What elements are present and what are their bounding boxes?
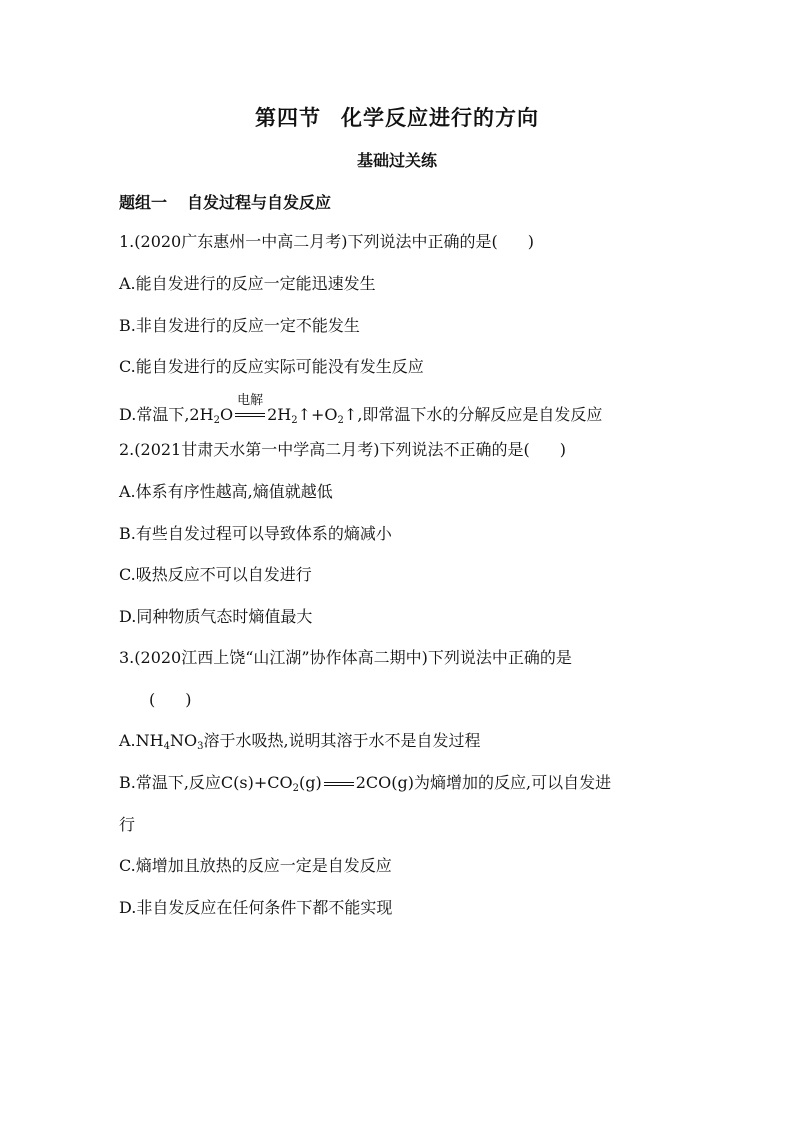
question-1-option-d: D.常温下$,2H_2O$ 电解 $2H_2↑+O_2↑$,即常温下水的分解反应是自发反应	[119, 393, 603, 426]
question-3-option-c: C.熵增加且放热的反应一定是自发反应	[119, 856, 392, 875]
question-1-option-b: B.非自发进行的反应一定不能发生	[119, 316, 360, 335]
reaction-condition: 电解	[237, 393, 264, 408]
question-2-stem: 2.(2021甘肃天水第一中学高二月考)下列说法不正确的是( )	[119, 440, 566, 459]
question-3-option-b: B.常温下,反应$C(s)+CO_2(g)$ 2CO(g)为熵增加的反应,可以自发进	[119, 773, 612, 794]
question-3-option-a: $A.NH_4NO_3$溶于水吸热,说明其溶于水不是自发过程	[119, 731, 481, 752]
question-1-stem: 1.(2020广东惠州一中高二月考)下列说法中正确的是( )	[119, 232, 534, 251]
group-heading	[119, 190, 331, 213]
electrolysis-equals-sign	[233, 393, 267, 425]
question-3-option-d: D.非自发反应在任何条件下都不能实现	[119, 898, 393, 917]
section-number: 第四节	[255, 106, 321, 130]
question-3-answer-blank: ( )	[149, 690, 192, 709]
question-2-option-b: B.有些自发过程可以导致体系的熵减小	[119, 524, 392, 543]
page-title	[0, 102, 794, 132]
question-2-option-c: C.吸热反应不可以自发进行	[119, 565, 312, 584]
question-3-stem: 3.(2020江西上饶“山江湖”协作体高二期中)下列说法中正确的是	[119, 648, 572, 667]
question-2-option-a: A.体系有序性越高,熵值就越低	[119, 482, 333, 501]
group-title: 自发过程与自发反应	[187, 193, 332, 212]
group-label: 题组一	[119, 193, 168, 212]
question-1-option-c: C.能自发进行的反应实际可能没有发生反应	[119, 357, 424, 376]
chapter-title: 化学反应进行的方向	[341, 106, 539, 130]
page-subtitle: 基础过关练	[356, 151, 437, 170]
equals-sign	[322, 773, 356, 793]
question-1-option-a: A.能自发进行的反应一定能迅速发生	[119, 274, 376, 293]
question-2-option-d: D.同种物质气态时熵值最大	[119, 607, 313, 626]
question-3-option-b-continuation: 行	[119, 815, 136, 834]
